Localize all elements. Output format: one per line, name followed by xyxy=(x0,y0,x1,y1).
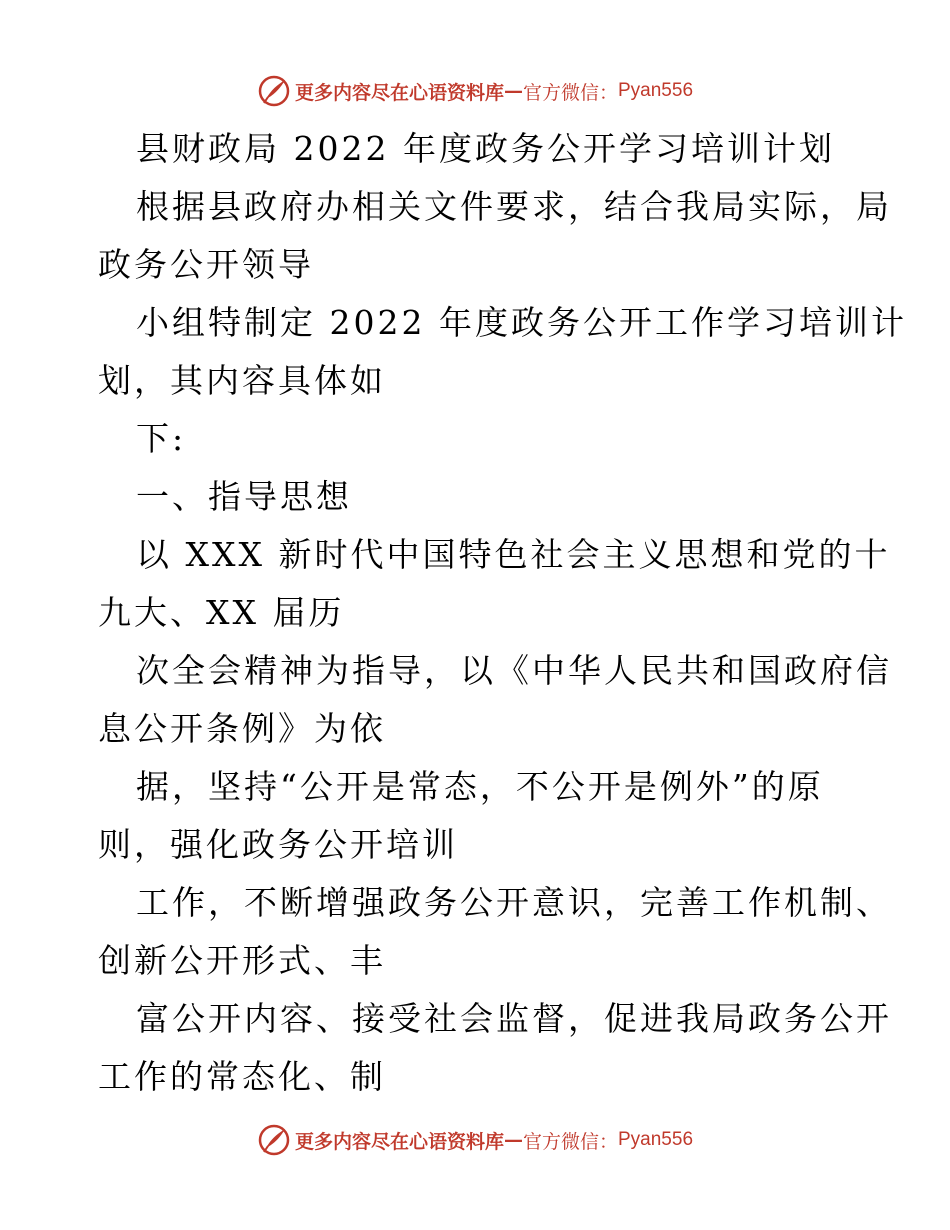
text-line: 据，坚持“公开是常态，不公开是例外”的原 xyxy=(136,767,824,806)
banner-wechat-id: Pyan556 xyxy=(618,80,694,101)
text-line: 工作的常态化、制 xyxy=(98,1057,386,1096)
text-line: 政务公开领导 xyxy=(98,245,314,284)
text-line: 工作，不断增强政务公开意识，完善工作机制、 xyxy=(136,883,892,922)
banner-dash: — xyxy=(503,1129,523,1151)
document-body xyxy=(98,120,907,1106)
footer-banner xyxy=(0,1120,950,1160)
text-line: 以 XXX 新时代中国特色社会主义思想和党的十 xyxy=(136,535,891,574)
text-line: 则，强化政务公开培训 xyxy=(98,825,458,864)
text-line: 划，其内容具体如 xyxy=(98,361,386,400)
banner-wechat-id: Pyan556 xyxy=(618,1129,694,1150)
text-line: 次全会精神为指导，以《中华人民共和国政府信 xyxy=(136,651,892,690)
feather-pen-logo-icon xyxy=(257,1123,291,1157)
text-line: 下: xyxy=(136,419,187,458)
banner-slogan: 更多内容尽在心语资料库 xyxy=(294,1130,504,1153)
header-banner xyxy=(0,71,950,111)
text-line: 创新公开形式、丰 xyxy=(98,941,386,980)
text-line: 九大、XX 届历 xyxy=(98,593,345,632)
text-line: 富公开内容、接受社会监督，促进我局政务公开 xyxy=(136,999,892,1038)
feather-pen-logo-icon xyxy=(257,74,291,108)
text-line: 小组特制定 2022 年度政务公开工作学习培训计 xyxy=(136,303,907,342)
banner-dash: — xyxy=(503,80,523,102)
banner-wechat-label: 官方微信： xyxy=(522,81,618,104)
section-heading: 一、指导思想 xyxy=(136,477,352,516)
text-line: 根据县政府办相关文件要求，结合我局实际，局 xyxy=(136,187,892,226)
banner-wechat-label: 官方微信： xyxy=(522,1130,618,1153)
banner-slogan: 更多内容尽在心语资料库 xyxy=(294,81,504,104)
document-title: 县财政局 2022 年度政务公开学习培训计划 xyxy=(136,129,835,168)
text-line: 息公开条例》为依 xyxy=(98,709,386,748)
